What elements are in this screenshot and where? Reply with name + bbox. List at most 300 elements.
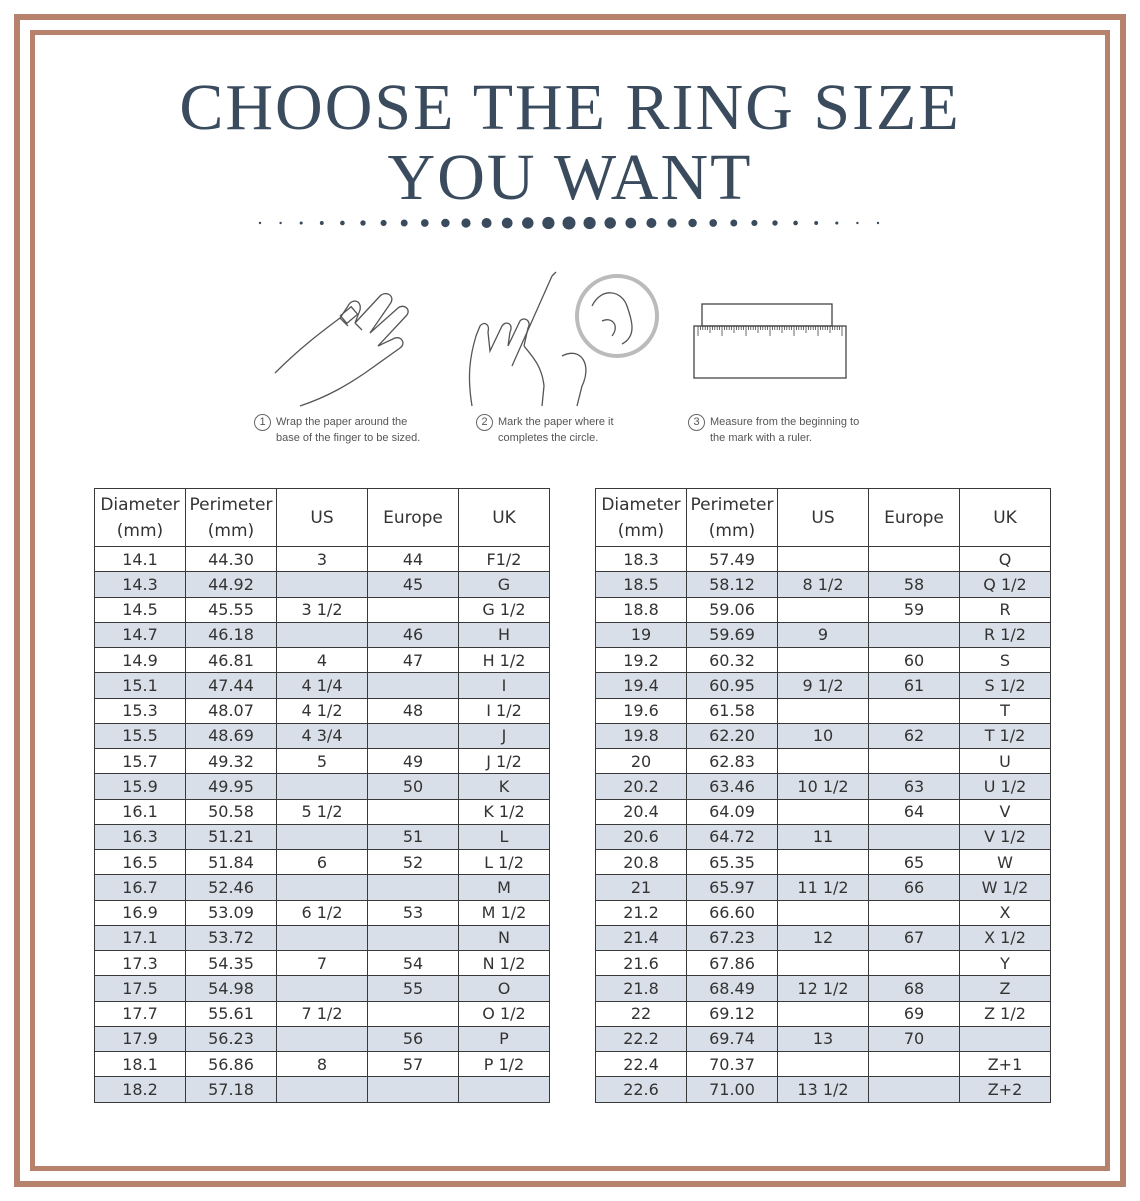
europe-size-cell <box>869 1052 960 1077</box>
perimeter-cell: 62.83 <box>687 749 778 774</box>
perimeter-cell: 65.97 <box>687 875 778 900</box>
uk-size-cell: Z+1 <box>960 1052 1051 1077</box>
us-size-cell <box>277 774 368 799</box>
europe-size-cell <box>368 673 459 698</box>
perimeter-cell: 58.12 <box>687 572 778 597</box>
table-row <box>95 597 550 622</box>
diameter-cell: 16.3 <box>95 824 186 849</box>
us-size-cell: 8 <box>277 1052 368 1077</box>
divider-dot <box>856 222 858 224</box>
us-size-cell <box>778 850 869 875</box>
divider-dot <box>583 217 595 229</box>
perimeter-cell: 60.95 <box>687 673 778 698</box>
diameter-cell: 18.5 <box>596 572 687 597</box>
table-row <box>95 1077 550 1102</box>
uk-size-cell: S 1/2 <box>960 673 1051 698</box>
europe-size-cell: 68 <box>869 976 960 1001</box>
europe-size-cell <box>368 723 459 748</box>
perimeter-cell: 69.12 <box>687 1001 778 1026</box>
table-row <box>95 976 550 1001</box>
us-size-cell: 13 <box>778 1026 869 1051</box>
perimeter-cell: 68.49 <box>687 976 778 1001</box>
perimeter-cell: 44.92 <box>186 572 277 597</box>
table-row <box>95 900 550 925</box>
europe-size-cell: 44 <box>368 547 459 572</box>
diameter-cell: 17.7 <box>95 1001 186 1026</box>
perimeter-cell: 63.46 <box>687 774 778 799</box>
divider-dot <box>401 220 408 227</box>
diameter-cell: 21 <box>596 875 687 900</box>
header-uk: UK <box>459 489 550 547</box>
divider-dot <box>646 218 656 228</box>
perimeter-cell: 48.69 <box>186 723 277 748</box>
step-text-line: base of the finger to be sized. <box>276 432 421 444</box>
europe-size-cell: 70 <box>869 1026 960 1051</box>
table-row <box>95 799 550 824</box>
table-row <box>95 572 550 597</box>
europe-size-cell: 64 <box>869 799 960 824</box>
perimeter-cell: 57.49 <box>687 547 778 572</box>
diameter-cell: 15.9 <box>95 774 186 799</box>
table-row <box>596 673 1051 698</box>
divider-dot <box>542 217 554 229</box>
table-row <box>596 749 1051 774</box>
us-size-cell: 10 <box>778 723 869 748</box>
step-1-instruction <box>254 414 420 446</box>
uk-size-cell: M <box>459 875 550 900</box>
us-size-cell: 4 3/4 <box>277 723 368 748</box>
divider-dot <box>563 217 576 230</box>
us-size-cell: 3 1/2 <box>277 597 368 622</box>
us-size-cell <box>277 824 368 849</box>
table-row <box>95 673 550 698</box>
us-size-cell <box>778 1052 869 1077</box>
divider-dot <box>300 221 303 224</box>
uk-size-cell: Z <box>960 976 1051 1001</box>
europe-size-cell: 59 <box>869 597 960 622</box>
uk-size-cell: K 1/2 <box>459 799 550 824</box>
us-size-cell: 5 1/2 <box>277 799 368 824</box>
uk-size-cell: P <box>459 1026 550 1051</box>
europe-size-cell <box>869 622 960 647</box>
diameter-cell: 17.9 <box>95 1026 186 1051</box>
europe-size-cell: 52 <box>368 850 459 875</box>
divider-dot <box>751 220 757 226</box>
us-size-cell <box>778 951 869 976</box>
uk-size-cell: K <box>459 774 550 799</box>
table-row <box>596 951 1051 976</box>
perimeter-cell: 59.06 <box>687 597 778 622</box>
perimeter-cell: 53.09 <box>186 900 277 925</box>
us-size-cell <box>277 925 368 950</box>
europe-size-cell: 63 <box>869 774 960 799</box>
perimeter-cell: 46.81 <box>186 648 277 673</box>
perimeter-cell: 64.09 <box>687 799 778 824</box>
diameter-cell: 19.6 <box>596 698 687 723</box>
perimeter-cell: 51.21 <box>186 824 277 849</box>
uk-size-cell: L 1/2 <box>459 850 550 875</box>
perimeter-cell: 57.18 <box>186 1077 277 1102</box>
us-size-cell: 9 <box>778 622 869 647</box>
europe-size-cell <box>368 1001 459 1026</box>
table-row <box>596 900 1051 925</box>
step-text-line: Measure from the beginning to <box>710 416 860 428</box>
diameter-cell: 20.8 <box>596 850 687 875</box>
table-row <box>95 925 550 950</box>
uk-size-cell: Q <box>960 547 1051 572</box>
us-size-cell <box>277 622 368 647</box>
divider-dot <box>279 222 281 224</box>
perimeter-cell: 56.86 <box>186 1052 277 1077</box>
us-size-cell <box>778 597 869 622</box>
europe-size-cell: 66 <box>869 875 960 900</box>
uk-size-cell: Y <box>960 951 1051 976</box>
diameter-cell: 21.8 <box>596 976 687 1001</box>
uk-size-cell: X 1/2 <box>960 925 1051 950</box>
uk-size-cell: T 1/2 <box>960 723 1051 748</box>
header-text: (mm) <box>116 520 164 541</box>
diameter-cell: 16.5 <box>95 850 186 875</box>
us-size-cell: 12 1/2 <box>778 976 869 1001</box>
perimeter-cell: 53.72 <box>186 925 277 950</box>
uk-size-cell <box>960 1026 1051 1051</box>
divider-dot <box>320 221 324 225</box>
us-size-cell <box>277 976 368 1001</box>
hand-wrap-paper-icon <box>270 278 430 408</box>
divider-dot <box>772 220 777 225</box>
divider-dot <box>482 218 492 228</box>
diameter-cell: 20 <box>596 749 687 774</box>
us-size-cell: 6 1/2 <box>277 900 368 925</box>
header-text: (mm) <box>708 520 756 541</box>
uk-size-cell: H <box>459 622 550 647</box>
europe-size-cell <box>368 597 459 622</box>
diameter-cell: 18.1 <box>95 1052 186 1077</box>
header-us: US <box>277 489 368 547</box>
uk-size-cell: G 1/2 <box>459 597 550 622</box>
divider-dot <box>667 218 676 227</box>
uk-size-cell: S <box>960 648 1051 673</box>
diameter-cell: 18.3 <box>596 547 687 572</box>
perimeter-cell: 51.84 <box>186 850 277 875</box>
divider-dot <box>814 221 818 225</box>
header-europe: Europe <box>368 489 459 547</box>
us-size-cell <box>778 547 869 572</box>
uk-size-cell: P 1/2 <box>459 1052 550 1077</box>
table-row <box>95 951 550 976</box>
us-size-cell: 13 1/2 <box>778 1077 869 1102</box>
europe-size-cell: 69 <box>869 1001 960 1026</box>
perimeter-cell: 69.74 <box>687 1026 778 1051</box>
divider-dot <box>688 219 696 227</box>
table-row <box>95 723 550 748</box>
diameter-cell: 19.4 <box>596 673 687 698</box>
europe-size-cell: 65 <box>869 850 960 875</box>
diameter-cell: 17.1 <box>95 925 186 950</box>
table-row <box>596 875 1051 900</box>
table-header-row <box>95 489 550 547</box>
diameter-cell: 21.6 <box>596 951 687 976</box>
divider-dot <box>259 222 261 224</box>
table-row <box>95 749 550 774</box>
europe-size-cell: 47 <box>368 648 459 673</box>
us-size-cell <box>277 572 368 597</box>
header-perimeter <box>687 489 778 547</box>
us-size-cell: 4 <box>277 648 368 673</box>
diameter-cell: 20.6 <box>596 824 687 849</box>
us-size-cell: 8 1/2 <box>778 572 869 597</box>
divider-dot <box>835 221 838 224</box>
europe-size-cell <box>368 799 459 824</box>
europe-size-cell: 62 <box>869 723 960 748</box>
uk-size-cell: R 1/2 <box>960 622 1051 647</box>
step-number: 1 <box>254 414 271 431</box>
ring-size-table-right <box>595 488 1051 1103</box>
table-row <box>596 648 1051 673</box>
us-size-cell <box>277 1077 368 1102</box>
ruler-icon <box>690 300 850 384</box>
perimeter-cell: 56.23 <box>186 1026 277 1051</box>
perimeter-cell: 64.72 <box>687 824 778 849</box>
header-text: Perimeter <box>189 494 273 515</box>
step-number: 2 <box>476 414 493 431</box>
europe-size-cell: 60 <box>869 648 960 673</box>
uk-size-cell: X <box>960 900 1051 925</box>
table-row <box>596 850 1051 875</box>
uk-size-cell: V <box>960 799 1051 824</box>
table-row <box>596 698 1051 723</box>
perimeter-cell: 48.07 <box>186 698 277 723</box>
uk-size-cell: I <box>459 673 550 698</box>
europe-size-cell <box>869 749 960 774</box>
us-size-cell <box>277 1026 368 1051</box>
header-text: Diameter <box>601 494 681 515</box>
europe-size-cell: 58 <box>869 572 960 597</box>
europe-size-cell <box>869 547 960 572</box>
perimeter-cell: 44.30 <box>186 547 277 572</box>
table-row <box>95 622 550 647</box>
uk-size-cell: R <box>960 597 1051 622</box>
table-row <box>95 1001 550 1026</box>
diameter-cell: 21.4 <box>596 925 687 950</box>
uk-size-cell: I 1/2 <box>459 698 550 723</box>
perimeter-cell: 62.20 <box>687 723 778 748</box>
us-size-cell: 9 1/2 <box>778 673 869 698</box>
dotted-divider <box>250 208 890 238</box>
uk-size-cell: U 1/2 <box>960 774 1051 799</box>
perimeter-cell: 54.35 <box>186 951 277 976</box>
header-uk: UK <box>960 489 1051 547</box>
uk-size-cell: J <box>459 723 550 748</box>
divider-dot <box>604 217 615 228</box>
table-row <box>95 1052 550 1077</box>
europe-size-cell <box>869 900 960 925</box>
europe-size-cell <box>869 1077 960 1102</box>
table-row <box>95 850 550 875</box>
table-row <box>596 799 1051 824</box>
step-2-instruction <box>476 414 614 446</box>
page-title-line-2: YOU WANT <box>387 141 753 214</box>
diameter-cell: 15.1 <box>95 673 186 698</box>
perimeter-cell: 61.58 <box>687 698 778 723</box>
diameter-cell: 14.3 <box>95 572 186 597</box>
diameter-cell: 22.4 <box>596 1052 687 1077</box>
table-row <box>596 1077 1051 1102</box>
diameter-cell: 22 <box>596 1001 687 1026</box>
uk-size-cell: W <box>960 850 1051 875</box>
header-us: US <box>778 489 869 547</box>
divider-dot <box>381 220 387 226</box>
us-size-cell <box>778 799 869 824</box>
us-size-cell: 7 <box>277 951 368 976</box>
diameter-cell: 16.9 <box>95 900 186 925</box>
perimeter-cell: 47.44 <box>186 673 277 698</box>
us-size-cell: 7 1/2 <box>277 1001 368 1026</box>
us-size-cell <box>778 1001 869 1026</box>
header-diameter <box>596 489 687 547</box>
us-size-cell: 4 1/4 <box>277 673 368 698</box>
europe-size-cell: 48 <box>368 698 459 723</box>
perimeter-cell: 67.86 <box>687 951 778 976</box>
divider-dot <box>709 219 717 227</box>
table-row <box>596 774 1051 799</box>
header-perimeter <box>186 489 277 547</box>
table-row <box>596 1026 1051 1051</box>
diameter-cell: 18.8 <box>596 597 687 622</box>
us-size-cell <box>778 900 869 925</box>
uk-size-cell <box>459 1077 550 1102</box>
us-size-cell <box>778 698 869 723</box>
diameter-cell: 20.2 <box>596 774 687 799</box>
us-size-cell <box>778 749 869 774</box>
europe-size-cell: 46 <box>368 622 459 647</box>
europe-size-cell: 56 <box>368 1026 459 1051</box>
perimeter-cell: 55.61 <box>186 1001 277 1026</box>
table-row <box>95 824 550 849</box>
diameter-cell: 16.7 <box>95 875 186 900</box>
header-europe: Europe <box>869 489 960 547</box>
table-row <box>596 925 1051 950</box>
us-size-cell: 11 1/2 <box>778 875 869 900</box>
diameter-cell: 19.2 <box>596 648 687 673</box>
divider-dot <box>793 221 798 226</box>
us-size-cell <box>778 648 869 673</box>
uk-size-cell: Q 1/2 <box>960 572 1051 597</box>
europe-size-cell: 61 <box>869 673 960 698</box>
europe-size-cell: 57 <box>368 1052 459 1077</box>
table-row <box>596 824 1051 849</box>
perimeter-cell: 54.98 <box>186 976 277 1001</box>
europe-size-cell <box>869 951 960 976</box>
uk-size-cell: H 1/2 <box>459 648 550 673</box>
diameter-cell: 14.7 <box>95 622 186 647</box>
perimeter-cell: 50.58 <box>186 799 277 824</box>
table-row <box>596 1001 1051 1026</box>
uk-size-cell: O <box>459 976 550 1001</box>
table-row <box>596 547 1051 572</box>
perimeter-cell: 52.46 <box>186 875 277 900</box>
europe-size-cell: 54 <box>368 951 459 976</box>
uk-size-cell: J 1/2 <box>459 749 550 774</box>
uk-size-cell: N <box>459 925 550 950</box>
europe-size-cell <box>368 1077 459 1102</box>
europe-size-cell: 50 <box>368 774 459 799</box>
diameter-cell: 18.2 <box>95 1077 186 1102</box>
ring-size-table-left <box>94 488 550 1103</box>
perimeter-cell: 46.18 <box>186 622 277 647</box>
europe-size-cell <box>368 875 459 900</box>
header-diameter <box>95 489 186 547</box>
perimeter-cell: 70.37 <box>687 1052 778 1077</box>
diameter-cell: 15.3 <box>95 698 186 723</box>
us-size-cell: 3 <box>277 547 368 572</box>
uk-size-cell: N 1/2 <box>459 951 550 976</box>
us-size-cell: 6 <box>277 850 368 875</box>
perimeter-cell: 45.55 <box>186 597 277 622</box>
header-text: (mm) <box>207 520 255 541</box>
step-text-line: Wrap the paper around the <box>276 416 408 428</box>
diameter-cell: 19.8 <box>596 723 687 748</box>
table-row <box>596 723 1051 748</box>
uk-size-cell: Z+2 <box>960 1077 1051 1102</box>
table-row <box>95 648 550 673</box>
uk-size-cell: G <box>459 572 550 597</box>
uk-size-cell: V 1/2 <box>960 824 1051 849</box>
perimeter-cell: 66.60 <box>687 900 778 925</box>
table-row <box>95 698 550 723</box>
diameter-cell: 14.1 <box>95 547 186 572</box>
diameter-cell: 21.2 <box>596 900 687 925</box>
uk-size-cell: U <box>960 749 1051 774</box>
diameter-cell: 14.9 <box>95 648 186 673</box>
step-number: 3 <box>688 414 705 431</box>
europe-size-cell <box>869 698 960 723</box>
mark-paper-icon <box>462 266 662 408</box>
perimeter-cell: 49.32 <box>186 749 277 774</box>
uk-size-cell: L <box>459 824 550 849</box>
perimeter-cell: 71.00 <box>687 1077 778 1102</box>
us-size-cell <box>277 875 368 900</box>
table-row <box>596 622 1051 647</box>
us-size-cell: 11 <box>778 824 869 849</box>
divider-dot <box>877 222 879 224</box>
uk-size-cell: F1/2 <box>459 547 550 572</box>
step-text-line: the mark with a ruler. <box>710 432 813 444</box>
table-row <box>95 547 550 572</box>
divider-dot <box>360 220 365 225</box>
table-header-row <box>596 489 1051 547</box>
europe-size-cell: 51 <box>368 824 459 849</box>
uk-size-cell: M 1/2 <box>459 900 550 925</box>
europe-size-cell <box>368 925 459 950</box>
diameter-cell: 20.4 <box>596 799 687 824</box>
diameter-cell: 15.5 <box>95 723 186 748</box>
diameter-cell: 14.5 <box>95 597 186 622</box>
divider-dot <box>461 218 470 227</box>
diameter-cell: 17.3 <box>95 951 186 976</box>
divider-dot <box>522 217 533 228</box>
divider-dot <box>441 219 449 227</box>
perimeter-cell: 60.32 <box>687 648 778 673</box>
header-text: (mm) <box>617 520 665 541</box>
us-size-cell: 5 <box>277 749 368 774</box>
perimeter-cell: 49.95 <box>186 774 277 799</box>
uk-size-cell: W 1/2 <box>960 875 1051 900</box>
europe-size-cell: 45 <box>368 572 459 597</box>
perimeter-cell: 59.69 <box>687 622 778 647</box>
us-size-cell: 10 1/2 <box>778 774 869 799</box>
us-size-cell: 12 <box>778 925 869 950</box>
